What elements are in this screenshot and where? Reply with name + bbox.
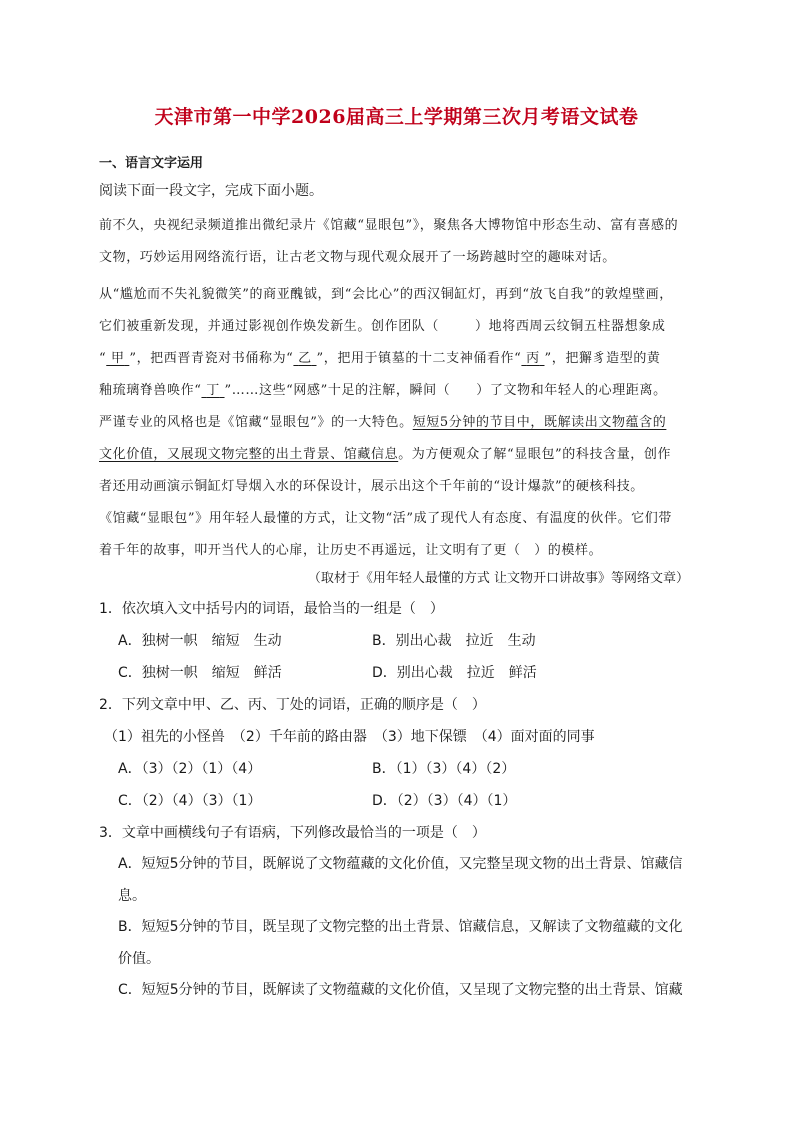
exam-title: 天津市第一中学2026届高三上学期第三次月考语文试卷 bbox=[154, 106, 639, 128]
blank-ding: 丁 bbox=[206, 383, 220, 398]
passage-line-6 bbox=[99, 379, 667, 398]
passage-text: 它们被重新发现，并通过影视创作焕发新生。创作团队（ bbox=[99, 319, 440, 334]
passage-line-11: 着千年的故事，叩开当代人的心扉，让历史不再遥远，让文明有了更（ ）的模样。 bbox=[99, 543, 603, 558]
option-d: D．别出心裁 拉近 鲜活 bbox=[372, 665, 537, 681]
passage-source: （取材于《用年轻人最懂的方式 让文物开口讲故事》等网络文章） bbox=[307, 571, 689, 586]
underlined-sentence: 短短5分钟的节目中，既解读出文物蕴含的 bbox=[412, 415, 667, 430]
passage-text: ”，把西晋青瓷对书俑称为“ bbox=[129, 351, 294, 366]
option-c: C．短短5分钟的节目，既解读了文物蕴藏的文化价值，又呈现了文物完整的出土背景、馆藏 bbox=[118, 982, 683, 998]
option-c: C．独树一帜 缩短 鲜活 bbox=[118, 665, 282, 681]
passage-line-3: 从“尴尬而不失礼貌微笑”的商亚醜钺，到“会比心”的西汉铜缸灯，再到“放飞自我”的敦煌壁画， bbox=[99, 287, 673, 302]
passage-text: 严谨专业的风格也是《馆藏“显眼包”》的一大特色。 bbox=[99, 415, 413, 430]
passage-line-5 bbox=[99, 347, 661, 366]
reading-instruction: 阅读下面一段文字，完成下面小题。 bbox=[99, 183, 323, 199]
option-b-continued: 价值。 bbox=[118, 951, 160, 967]
section-heading: 一、语言文字运用 bbox=[99, 156, 204, 171]
passage-text: ）地将西周云纹铜五柱器想象成 bbox=[475, 319, 666, 334]
underlined-sentence: 文化价值，又展现文物完整的出土背景、馆藏信息 bbox=[99, 447, 399, 462]
option-a: A．短短5分钟的节目，既解说了文物蕴藏的文化价值，又完整呈现文物的出土背景、馆藏信 bbox=[118, 856, 683, 872]
option-b: B．短短5分钟的节目，既呈现了文物完整的出土背景、馆藏信息，又解读了文物蕴藏的文化 bbox=[118, 919, 683, 935]
option-d: D．（2）（3）（4）（1） bbox=[372, 793, 517, 809]
passage-line-7 bbox=[99, 411, 666, 430]
passage-text: 釉琉璃脊兽唤作“ bbox=[99, 383, 202, 398]
passage-text: ”，把用于镇墓的十二支神俑看作“ bbox=[316, 351, 522, 366]
passage-line-9: 者还用动画演示铜缸灯导烟入水的环保设计，展示出这个千年前的“设计爆款”的硬核科技。 bbox=[99, 479, 644, 494]
blank-jia: 甲 bbox=[110, 351, 125, 366]
passage-text: ”，把獬豸造型的黄 bbox=[544, 351, 661, 366]
passage-line-2: 文物，巧妙运用网络流行语，让古老文物与现代观众展开了一场跨越时空的趣味对话。 bbox=[99, 250, 616, 265]
question-items: （1）祖先的小怪兽 （2）千年前的路由器 （3）地下保镖 （4）面对面的同事 bbox=[104, 729, 595, 745]
passage-line-1: 前不久，央视纪录频道推出微纪录片《馆藏“显眼包”》，聚焦各大博物馆中形态生动、富有喜感的 bbox=[99, 218, 679, 233]
passage-line-8 bbox=[99, 443, 671, 462]
option-a: A．（3）（2）（1）（4） bbox=[118, 761, 262, 777]
option-c: C．（2）（4）（3）（1） bbox=[118, 793, 262, 809]
passage-text: 。为方便观众了解“显眼包”的科技含量，创作 bbox=[398, 447, 672, 462]
blank-bing: 丙 bbox=[526, 351, 540, 366]
option-b: B．（1）（3）（4）（2） bbox=[372, 761, 516, 777]
blank-yi: 乙 bbox=[298, 351, 312, 366]
option-b: B．别出心裁 拉近 生动 bbox=[372, 633, 536, 649]
option-a-continued: 息。 bbox=[118, 888, 146, 904]
passage-text: “ bbox=[99, 351, 107, 366]
question-stem: 1．依次填入文中括号内的词语，最恰当的一组是（ ） bbox=[99, 601, 444, 617]
passage-line-10: 《馆藏“显眼包”》用年轻人最懂的方式，让文物“活”成了现代人有态度、有温度的伙伴。它们带 bbox=[99, 511, 672, 526]
question-stem: 3．文章中画横线句子有语病，下列修改最恰当的一项是（ ） bbox=[99, 825, 486, 841]
question-stem: 2．下列文章中甲、乙、丙、丁处的词语，正确的顺序是（ ） bbox=[99, 697, 486, 713]
option-a: A．独树一帜 缩短 生动 bbox=[118, 633, 282, 649]
passage-text: ）了文物和年轻人的心理距离。 bbox=[476, 383, 667, 398]
passage-line-4 bbox=[99, 315, 665, 334]
passage-text: ”……这些“网感”十足的注解，瞬间（ bbox=[224, 383, 451, 398]
